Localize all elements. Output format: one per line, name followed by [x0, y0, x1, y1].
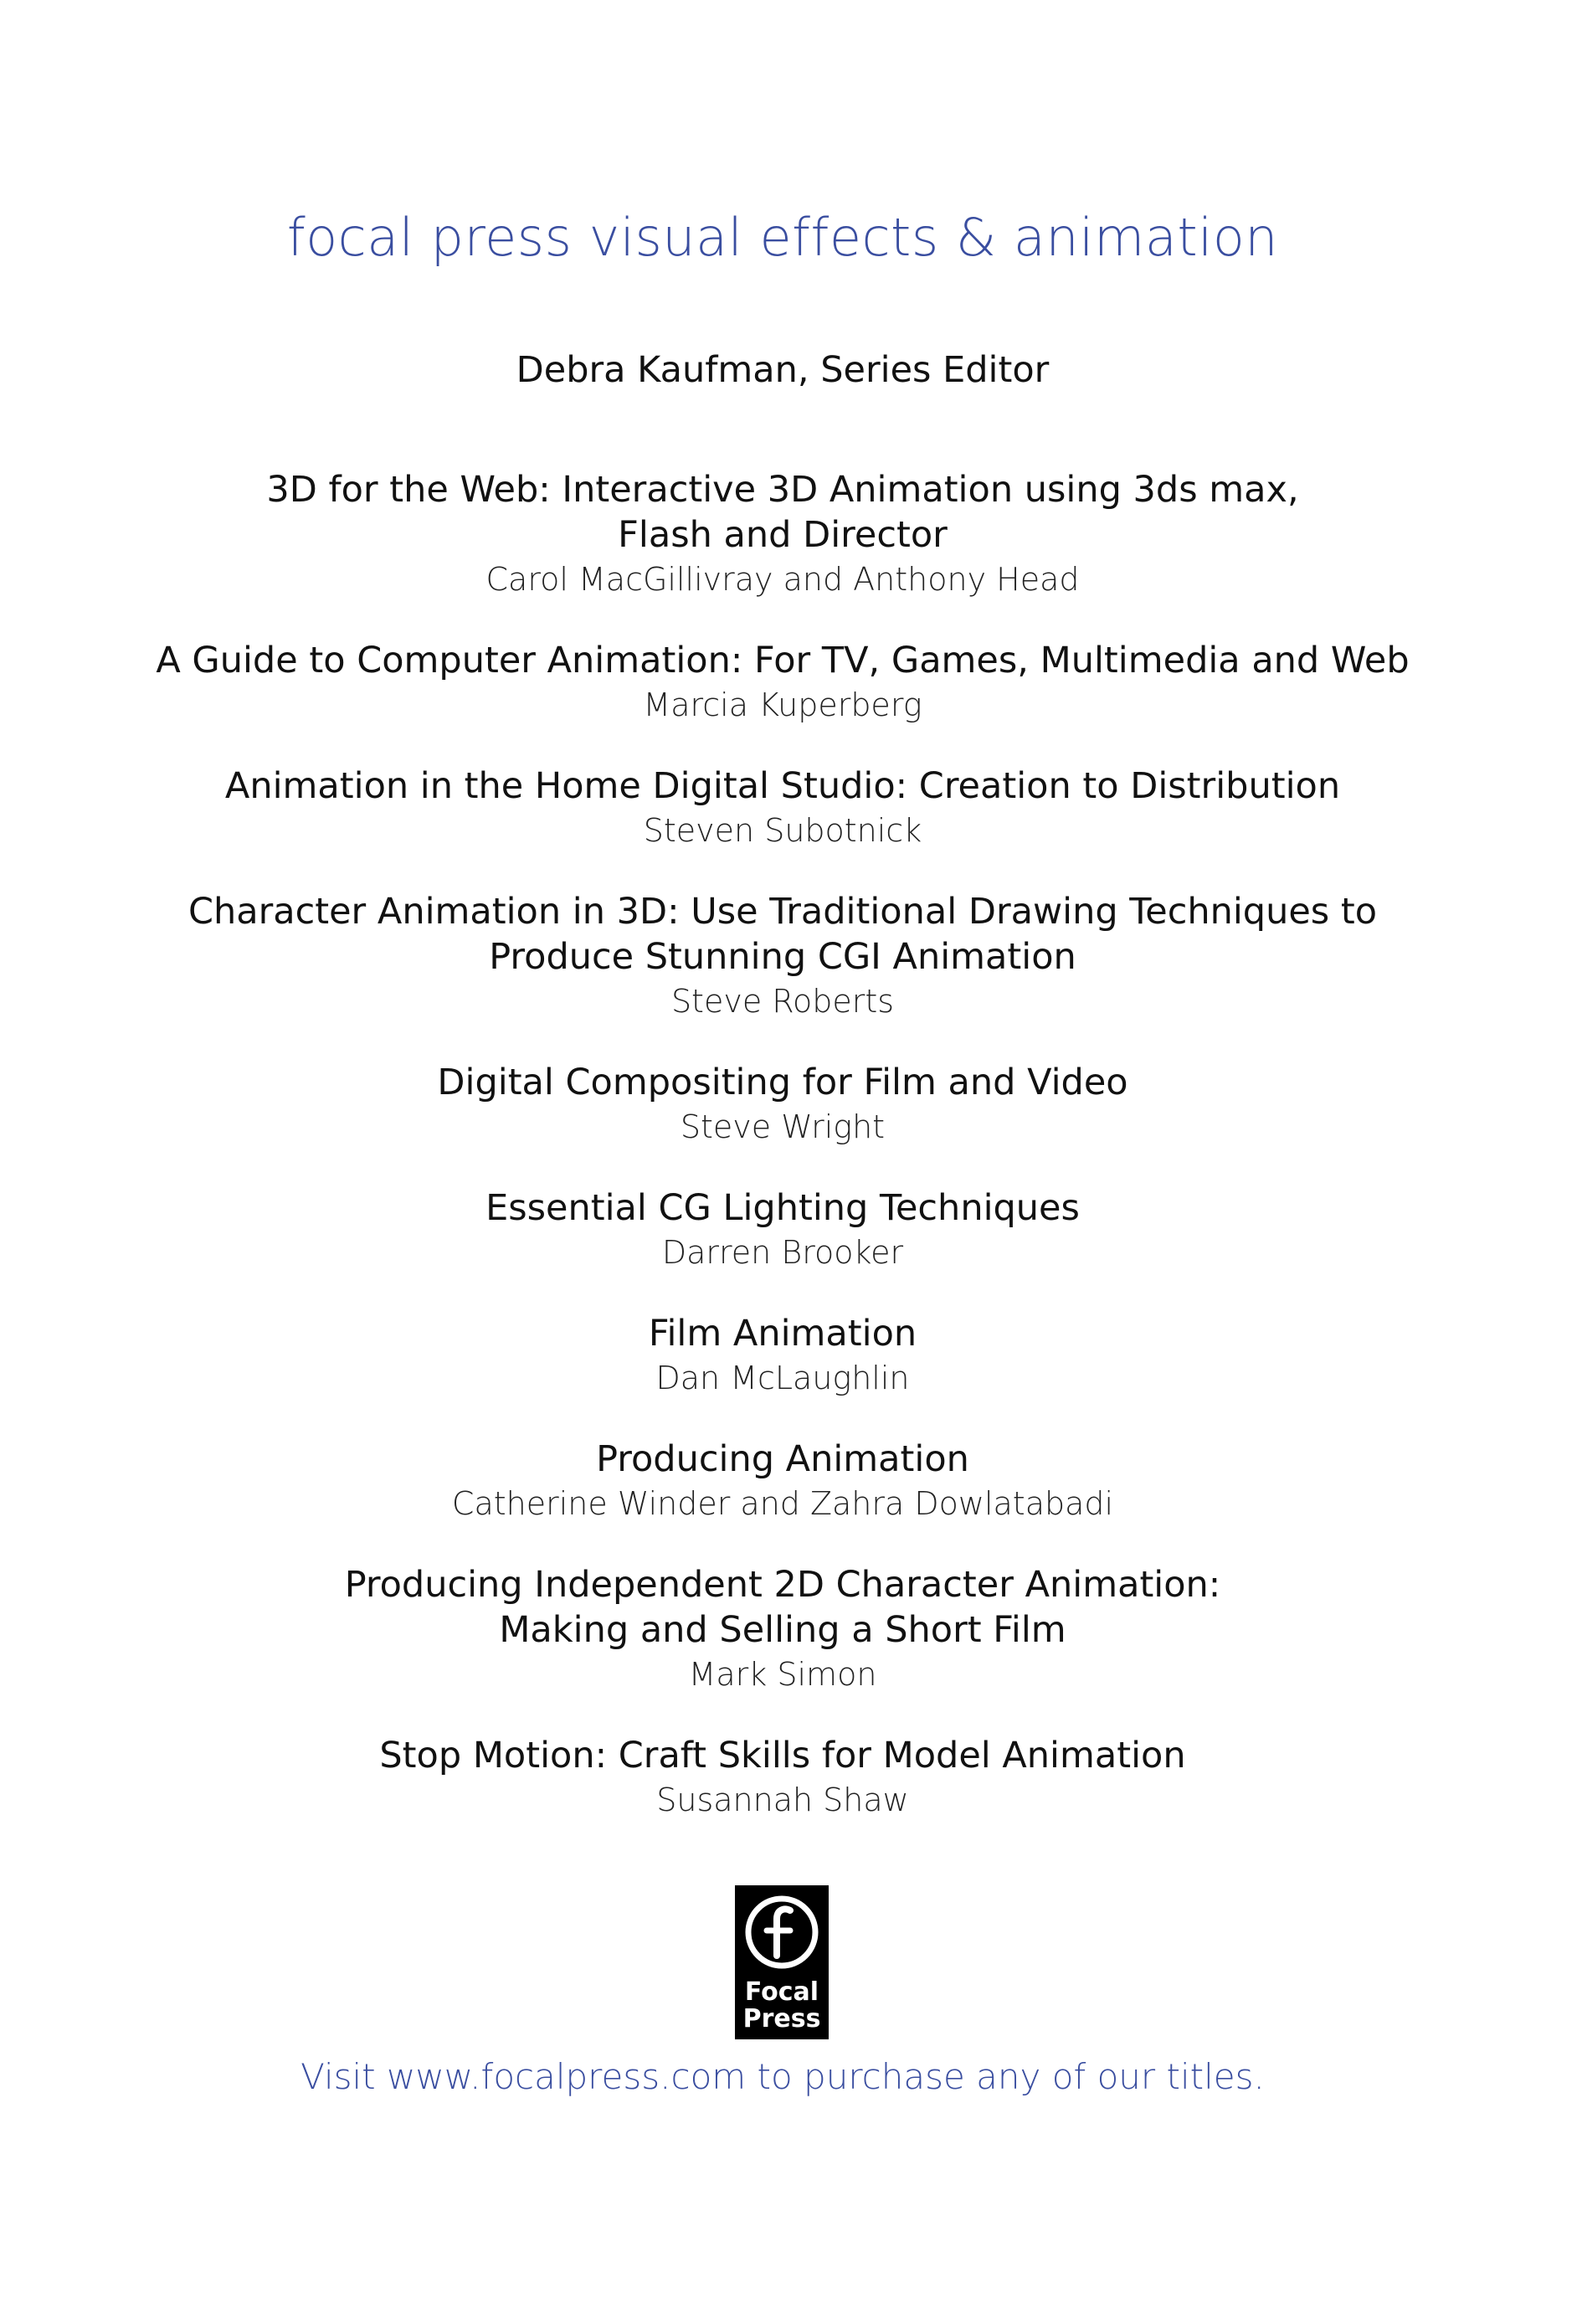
- book-entry: [0, 1437, 1565, 1525]
- book-title-line: A Guide to Computer Animation: For TV, Games, Multimedia and Web: [156, 640, 1410, 681]
- logo-text-focal: Focal: [744, 1977, 819, 2007]
- logo-text-press: Press: [742, 2004, 821, 2034]
- book-author: Steve Wright: [680, 1108, 886, 1145]
- book-title-line: Digital Compositing for Film and Video: [437, 1062, 1128, 1103]
- visit-website-text: Visit www.focalpress.com to purchase any of our titles.: [300, 2056, 1265, 2097]
- book-title-line: Stop Motion: Craft Skills for Model Animation: [379, 1735, 1186, 1776]
- book-entry: [0, 1311, 1565, 1400]
- book-author: Dan McLaughlin: [655, 1360, 910, 1396]
- book-title-line: 3D for the Web: Interactive 3D Animation using 3ds max,: [266, 469, 1299, 511]
- book-entry: [0, 638, 1565, 727]
- book-title-line: Animation in the Home Digital Studio: Creation to Distribution: [224, 765, 1341, 807]
- book-title-line: Producing Independent 2D Character Animation:: [344, 1564, 1221, 1606]
- book-entry: [0, 1562, 1565, 1696]
- book-title-line: Making and Selling a Short Film: [499, 1609, 1066, 1651]
- book-entry: [0, 764, 1565, 852]
- book-author: Catherine Winder and Zahra Dowlatabadi: [451, 1485, 1114, 1522]
- book-author: Marcia Kuperberg: [643, 686, 922, 723]
- book-title-line: Essential CG Lighting Techniques: [485, 1187, 1080, 1229]
- book-entry: [0, 1060, 1565, 1149]
- book-author: Steve Roberts: [670, 983, 895, 1020]
- book-author: Mark Simon: [688, 1656, 877, 1693]
- focal-press-f-logo-icon: [735, 1885, 829, 1979]
- book-title-line: Film Animation: [648, 1313, 917, 1355]
- book-author: Susannah Shaw: [656, 1782, 909, 1818]
- focal-press-logo: [735, 1885, 829, 2039]
- book-title-line: Produce Stunning CGI Animation: [489, 936, 1076, 978]
- book-author: Steven Subotnick: [643, 812, 922, 849]
- series-title: focal press visual effects & animation: [286, 207, 1279, 268]
- book-author: Darren Brooker: [661, 1234, 904, 1271]
- book-entry: [0, 889, 1565, 1023]
- book-entry: [0, 467, 1565, 601]
- book-title-line: Character Animation in 3D: Use Traditional Drawing Techniques to: [187, 891, 1378, 933]
- series-editor: Debra Kaufman, Series Editor: [516, 349, 1050, 391]
- book-author: Carol MacGillivray and Anthony Head: [485, 561, 1080, 598]
- book-entry: [0, 1185, 1565, 1274]
- book-list: [0, 467, 1565, 1859]
- book-title-line: Producing Animation: [596, 1438, 969, 1480]
- book-entry: [0, 1733, 1565, 1822]
- book-title-line: Flash and Director: [618, 514, 948, 556]
